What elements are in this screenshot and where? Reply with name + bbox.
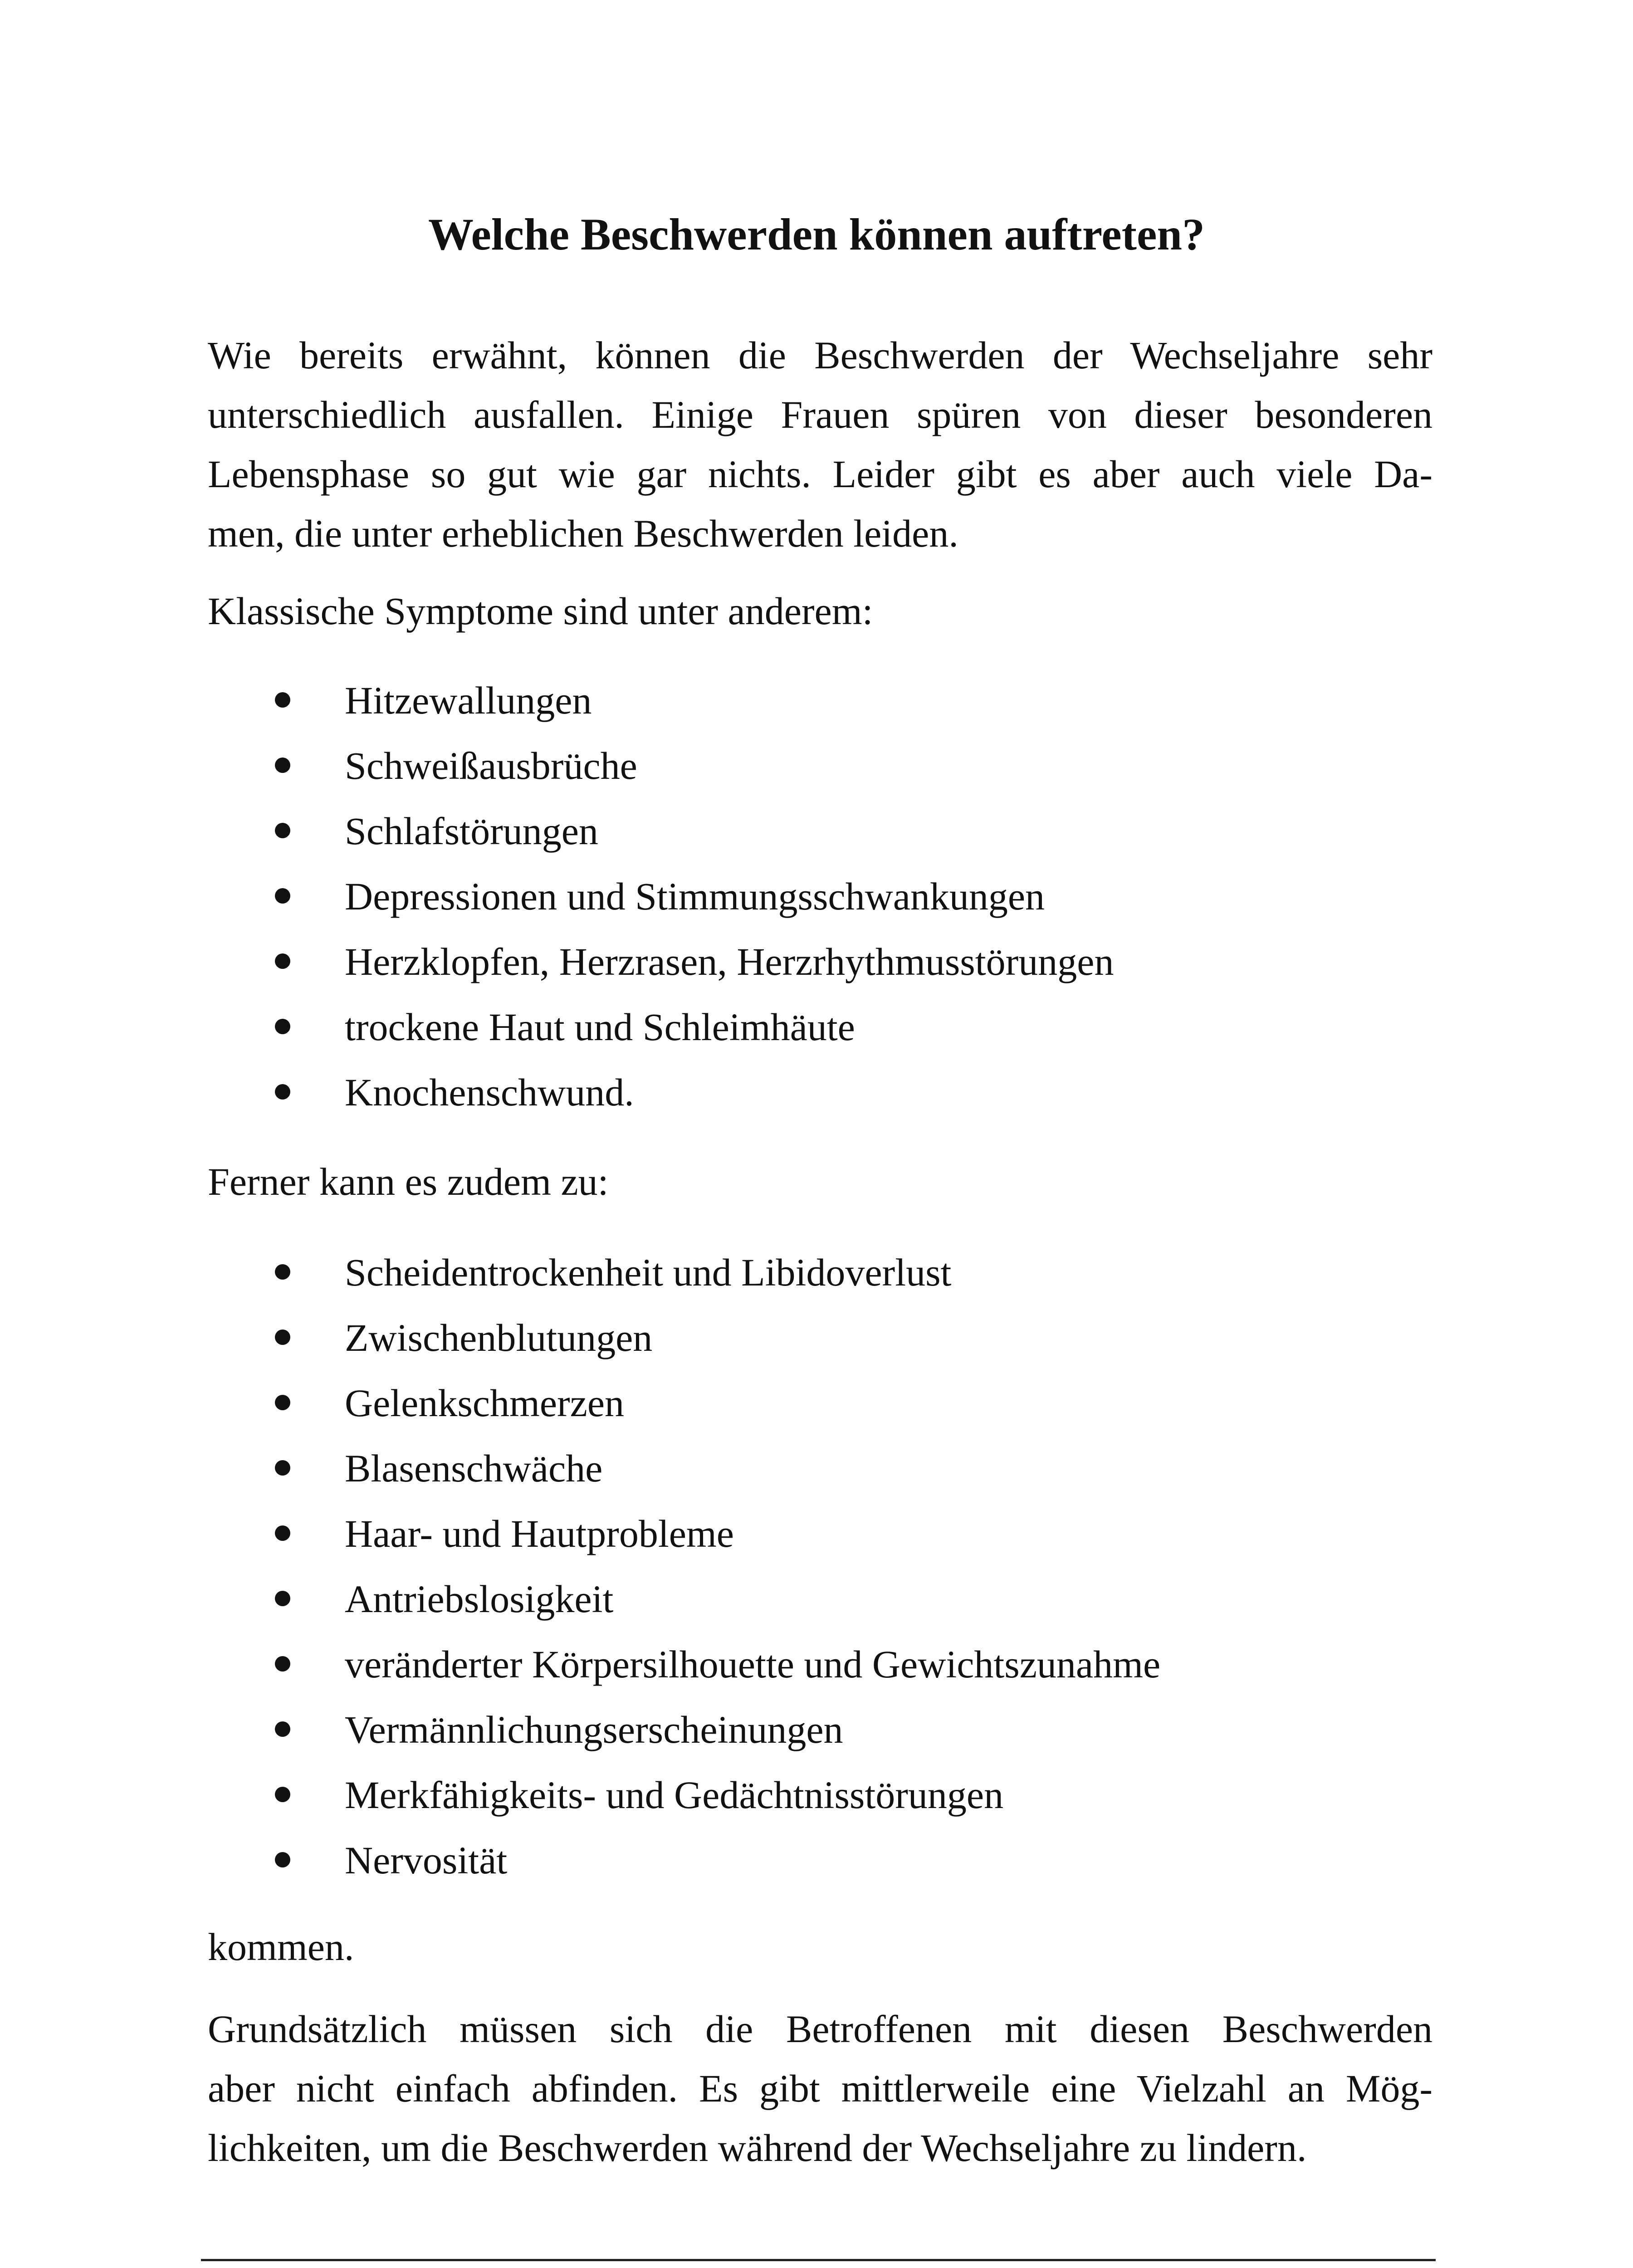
bullet-icon: [275, 1264, 290, 1280]
list-item-label: Zwischenblutungen: [345, 1316, 653, 1359]
list-item: [208, 1370, 1433, 1436]
bullet-icon: [275, 1852, 290, 1867]
list-item-label: Gelenkschmerzen: [345, 1381, 625, 1425]
list-item-label: Hitzewallungen: [345, 679, 592, 722]
bullet-icon: [275, 1330, 290, 1345]
list-item: [208, 929, 1433, 994]
list-item: [208, 1697, 1433, 1762]
list-item-label: trockene Haut und Schleimhäute: [345, 1005, 855, 1049]
further-list: [208, 1240, 1433, 1893]
closing-line: Grundsätzlich müssen sich die Betroffenen mit diesen Beschwerden: [208, 2007, 1433, 2051]
further-outro: kommen.: [208, 1925, 354, 1969]
closing-line: aber nicht einfach abfinden. Es gibt mittlerweile eine Vielzahl an Mög-: [208, 2067, 1433, 2110]
intro-line: Lebensphase so gut wie gar nichts. Leider gibt es aber auch viele Da-: [208, 452, 1433, 496]
intro-paragraph: [208, 326, 1433, 563]
intro-line: Wie bereits erwähnt, können die Beschwerden der Wechseljahre sehr: [208, 333, 1433, 377]
list-item-label: Depressionen und Stimmungsschwankungen: [345, 875, 1045, 918]
list-item: [208, 798, 1433, 864]
bullet-icon: [275, 1084, 290, 1100]
page-title: Welche Beschwerden können auftreten?: [428, 209, 1205, 259]
bullet-icon: [275, 1460, 290, 1476]
list-item: [208, 1632, 1433, 1697]
list-item-label: Nervosität: [345, 1838, 508, 1882]
bullet-icon: [275, 692, 290, 708]
list-item: [208, 1762, 1433, 1828]
bullet-icon: [275, 1395, 290, 1410]
bullet-icon: [275, 758, 290, 773]
list-item: [208, 1305, 1433, 1370]
bullet-icon: [275, 888, 290, 904]
list-item-label: Vermännlichungserscheinungen: [345, 1708, 843, 1751]
intro-line: men, die unter erheblichen Beschwerden leiden.: [208, 512, 958, 555]
symptoms-intro: Klassische Symptome sind unter anderem:: [208, 589, 873, 633]
list-item: [208, 1436, 1433, 1501]
list-item: [208, 733, 1433, 798]
list-item: [208, 1501, 1433, 1566]
list-item: [208, 864, 1433, 929]
bullet-icon: [275, 1721, 290, 1737]
list-item-label: Schweißausbrüche: [345, 744, 637, 787]
bullet-icon: [275, 1656, 290, 1672]
bullet-icon: [275, 1525, 290, 1541]
list-item-label: Schlafstörungen: [345, 809, 598, 853]
list-item-label: Herzklopfen, Herzrasen, Herzrhythmusstörungen: [345, 940, 1114, 983]
bullet-icon: [275, 1787, 290, 1802]
list-item-label: veränderter Körpersilhouette und Gewichtszunahme: [345, 1642, 1161, 1686]
list-item: [208, 1240, 1433, 1305]
list-item: [208, 1828, 1433, 1893]
bullet-icon: [275, 1591, 290, 1606]
intro-line: unterschiedlich ausfallen. Einige Frauen spüren von dieser besonderen: [208, 393, 1433, 436]
list-item-label: Merkfähigkeits- und Gedächtnisstörungen: [345, 1773, 1004, 1817]
list-item-label: Scheidentrockenheit und Libidoverlust: [345, 1251, 952, 1294]
list-item-label: Knochenschwund.: [345, 1070, 634, 1114]
bullet-icon: [275, 953, 290, 969]
list-item: [208, 1566, 1433, 1632]
list-item-label: Antriebslosigkeit: [345, 1577, 614, 1621]
bullet-icon: [275, 1019, 290, 1034]
list-item: [208, 1060, 1433, 1125]
further-intro: Ferner kann es zudem zu:: [208, 1160, 609, 1203]
bullet-icon: [275, 823, 290, 838]
footer-divider: [201, 2259, 1436, 2261]
closing-paragraph: [208, 1999, 1433, 2178]
list-item: [208, 668, 1433, 733]
list-item: [208, 994, 1433, 1060]
symptoms-list: [208, 668, 1433, 1125]
list-item-label: Blasenschwäche: [345, 1447, 603, 1490]
list-item-label: Haar- und Hautprobleme: [345, 1512, 734, 1555]
closing-line: lichkeiten, um die Beschwerden während der Wechseljahre zu lindern.: [208, 2126, 1307, 2170]
